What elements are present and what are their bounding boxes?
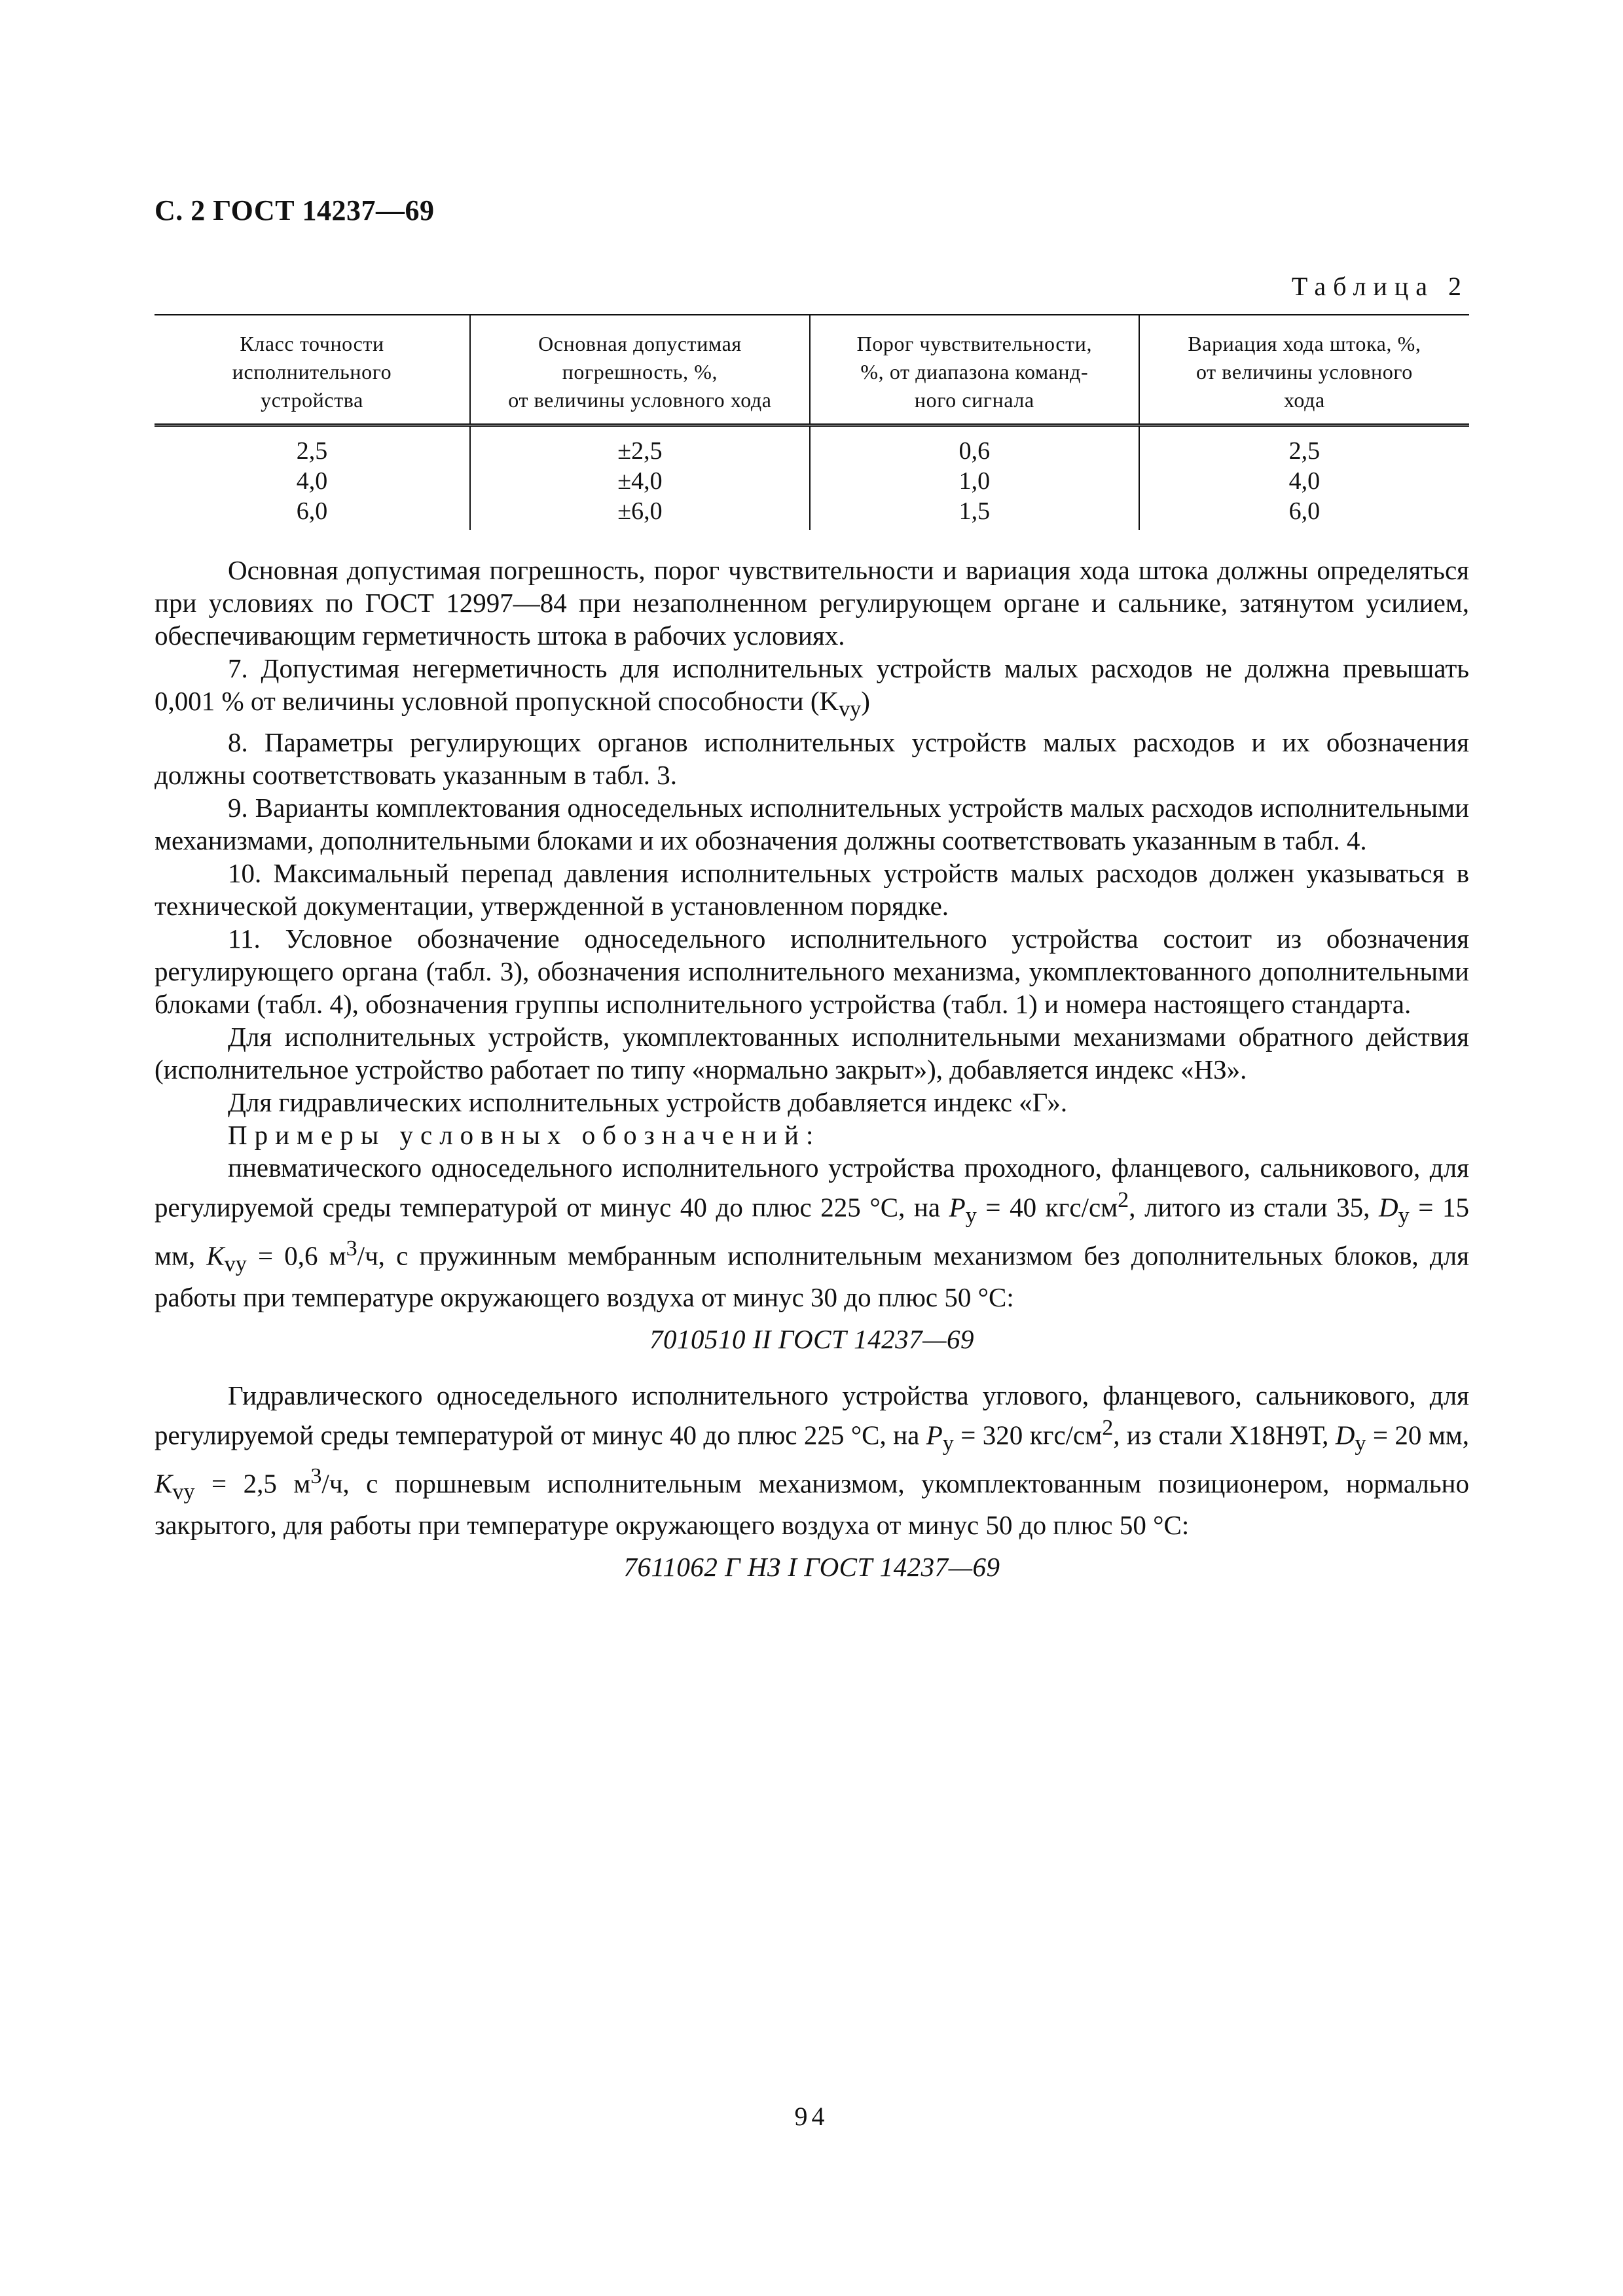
table-cell: 6,0 <box>296 497 328 525</box>
table-cell: 1,0 <box>810 466 1139 496</box>
table-cell: 4,0 <box>1139 466 1469 496</box>
table-cell: ±6,0 <box>470 496 810 530</box>
table-cell: 1,5 <box>810 496 1139 530</box>
page-number: 94 <box>794 2102 829 2131</box>
paragraph-test-conditions: Основная допустимая погрешность, порог чувствительности и вариация хода штока должны определяться при условиях по ГОСТ 12997—84 при незаполненном регулирующем органе и сальнике, затянутом усилием, обеспечивающим герметичность штока в рабочих условиях. <box>155 555 1469 651</box>
paragraph-10: 10. Максимальный перепад давления исполнительных устройств малых расходов должен указываться в технической документации, утвержденной в установленном порядке. <box>155 858 1469 922</box>
table-caption: Таблица 2 <box>1291 272 1468 301</box>
paragraph-11: 11. Условное обозначение односедельного исполнительного устройства состоит из обозначения регулирующего органа (табл. 3), обозначения исполнительного механизма, укомплектованного дополнительными блоками (табл. 4), обозначения группы исполнительного устройства (табл. 1) и номера настоящего стандарта. <box>155 924 1469 1020</box>
table-row <box>155 496 1469 530</box>
examples-title: Примеры условных обозначений: <box>228 1120 821 1151</box>
page-header: С. 2 ГОСТ 14237—69 <box>155 194 435 226</box>
table-header-row <box>155 315 1469 425</box>
table-2 <box>155 314 1469 530</box>
table-cell: ±4,0 <box>470 466 810 496</box>
column-header-sensitivity-threshold: Порог чувствительности, %, от диапазона команд- ного сигнала <box>810 315 1139 425</box>
column-header-accuracy-class: Класс точности исполнительного устройства <box>155 315 470 425</box>
paragraph-9: 9. Варианты комплектования односедельных исполнительных устройств малых расходов исполнительными механизмами, дополнительными блоками и их обозначения должны соответствовать указанным в табл. 4. <box>155 793 1469 856</box>
body-text <box>155 554 1469 1607</box>
paragraph-hydraulic: Для гидравлических исполнительных устройств добавляется индекс «Г». <box>228 1087 1068 1118</box>
table-cell: 2,5 <box>1139 425 1469 467</box>
example-pneumatic: пневматического односедельного исполнительного устройства проходного, фланцевого, сальникового, для регулируемой среды температурой от минус 40 до плюс 225 °С, на $P_у = 40$ кгс/$см^2$, литого из стали 35, $D_у = 15$ мм, $K_{vy} = 0,6$ $м^3/ч$, с пружинным мембранным исполнительным механизмом без дополнительных блоков, для работы при температуре окружающего воздуха от минус 30 до плюс 50 °С: <box>155 1153 1469 1312</box>
table-cell: 2,5 <box>296 437 328 465</box>
table-row <box>155 466 1469 496</box>
designation-example-2: 7611062 Г НЗ I ГОСТ 14237—69 <box>623 1551 1000 1582</box>
paragraph-8: 8. Параметры регулирующих органов исполнительных устройств малых расходов и их обозначения должны соответствовать указанным в табл. 3. <box>155 727 1469 791</box>
paragraph-reverse-action: Для исполнительных устройств, укомплектованных исполнительными механизмами обратного действия (исполнительное устройство работает по типу «нормально закрыт»), добавляется индекс «НЗ». <box>155 1022 1469 1085</box>
table-cell: 6,0 <box>1139 496 1469 530</box>
table-cell: 4,0 <box>296 467 328 495</box>
column-header-stroke-variation: Вариация хода штока, %, от величины условного хода <box>1139 315 1469 425</box>
table-row <box>155 425 1469 467</box>
table-cell: 0,6 <box>810 425 1139 467</box>
designation-example-1: 7010510 II ГОСТ 14237—69 <box>649 1323 975 1354</box>
column-header-basic-error: Основная допустимая погрешность, %, от величины условного хода <box>470 315 810 425</box>
table-cell: ±2,5 <box>470 425 810 467</box>
paragraph-7: 7. Допустимая негерметичность для исполнительных устройств малых расходов не должна превышать 0,001 % от величины условной пропускной способности $(K_{vy})$ <box>155 653 1469 722</box>
example-hydraulic: Гидравлического односедельного исполнительного устройства углового, фланцевого, сальникового, для регулируемой среды температурой от минус 40 до плюс 225 °С, на $P_у = 320$ кгс/$см^2$, из стали Х18Н9Т, $D_у = 20$ мм, $K_{vy} = 2,5$ $м^3/ч$, с поршневым исполнительным механизмом, укомплектованным позиционером, нормально закрытого, для работы при температуре окружающего воздуха от минус 50 до плюс 50 °С: <box>155 1380 1469 1540</box>
